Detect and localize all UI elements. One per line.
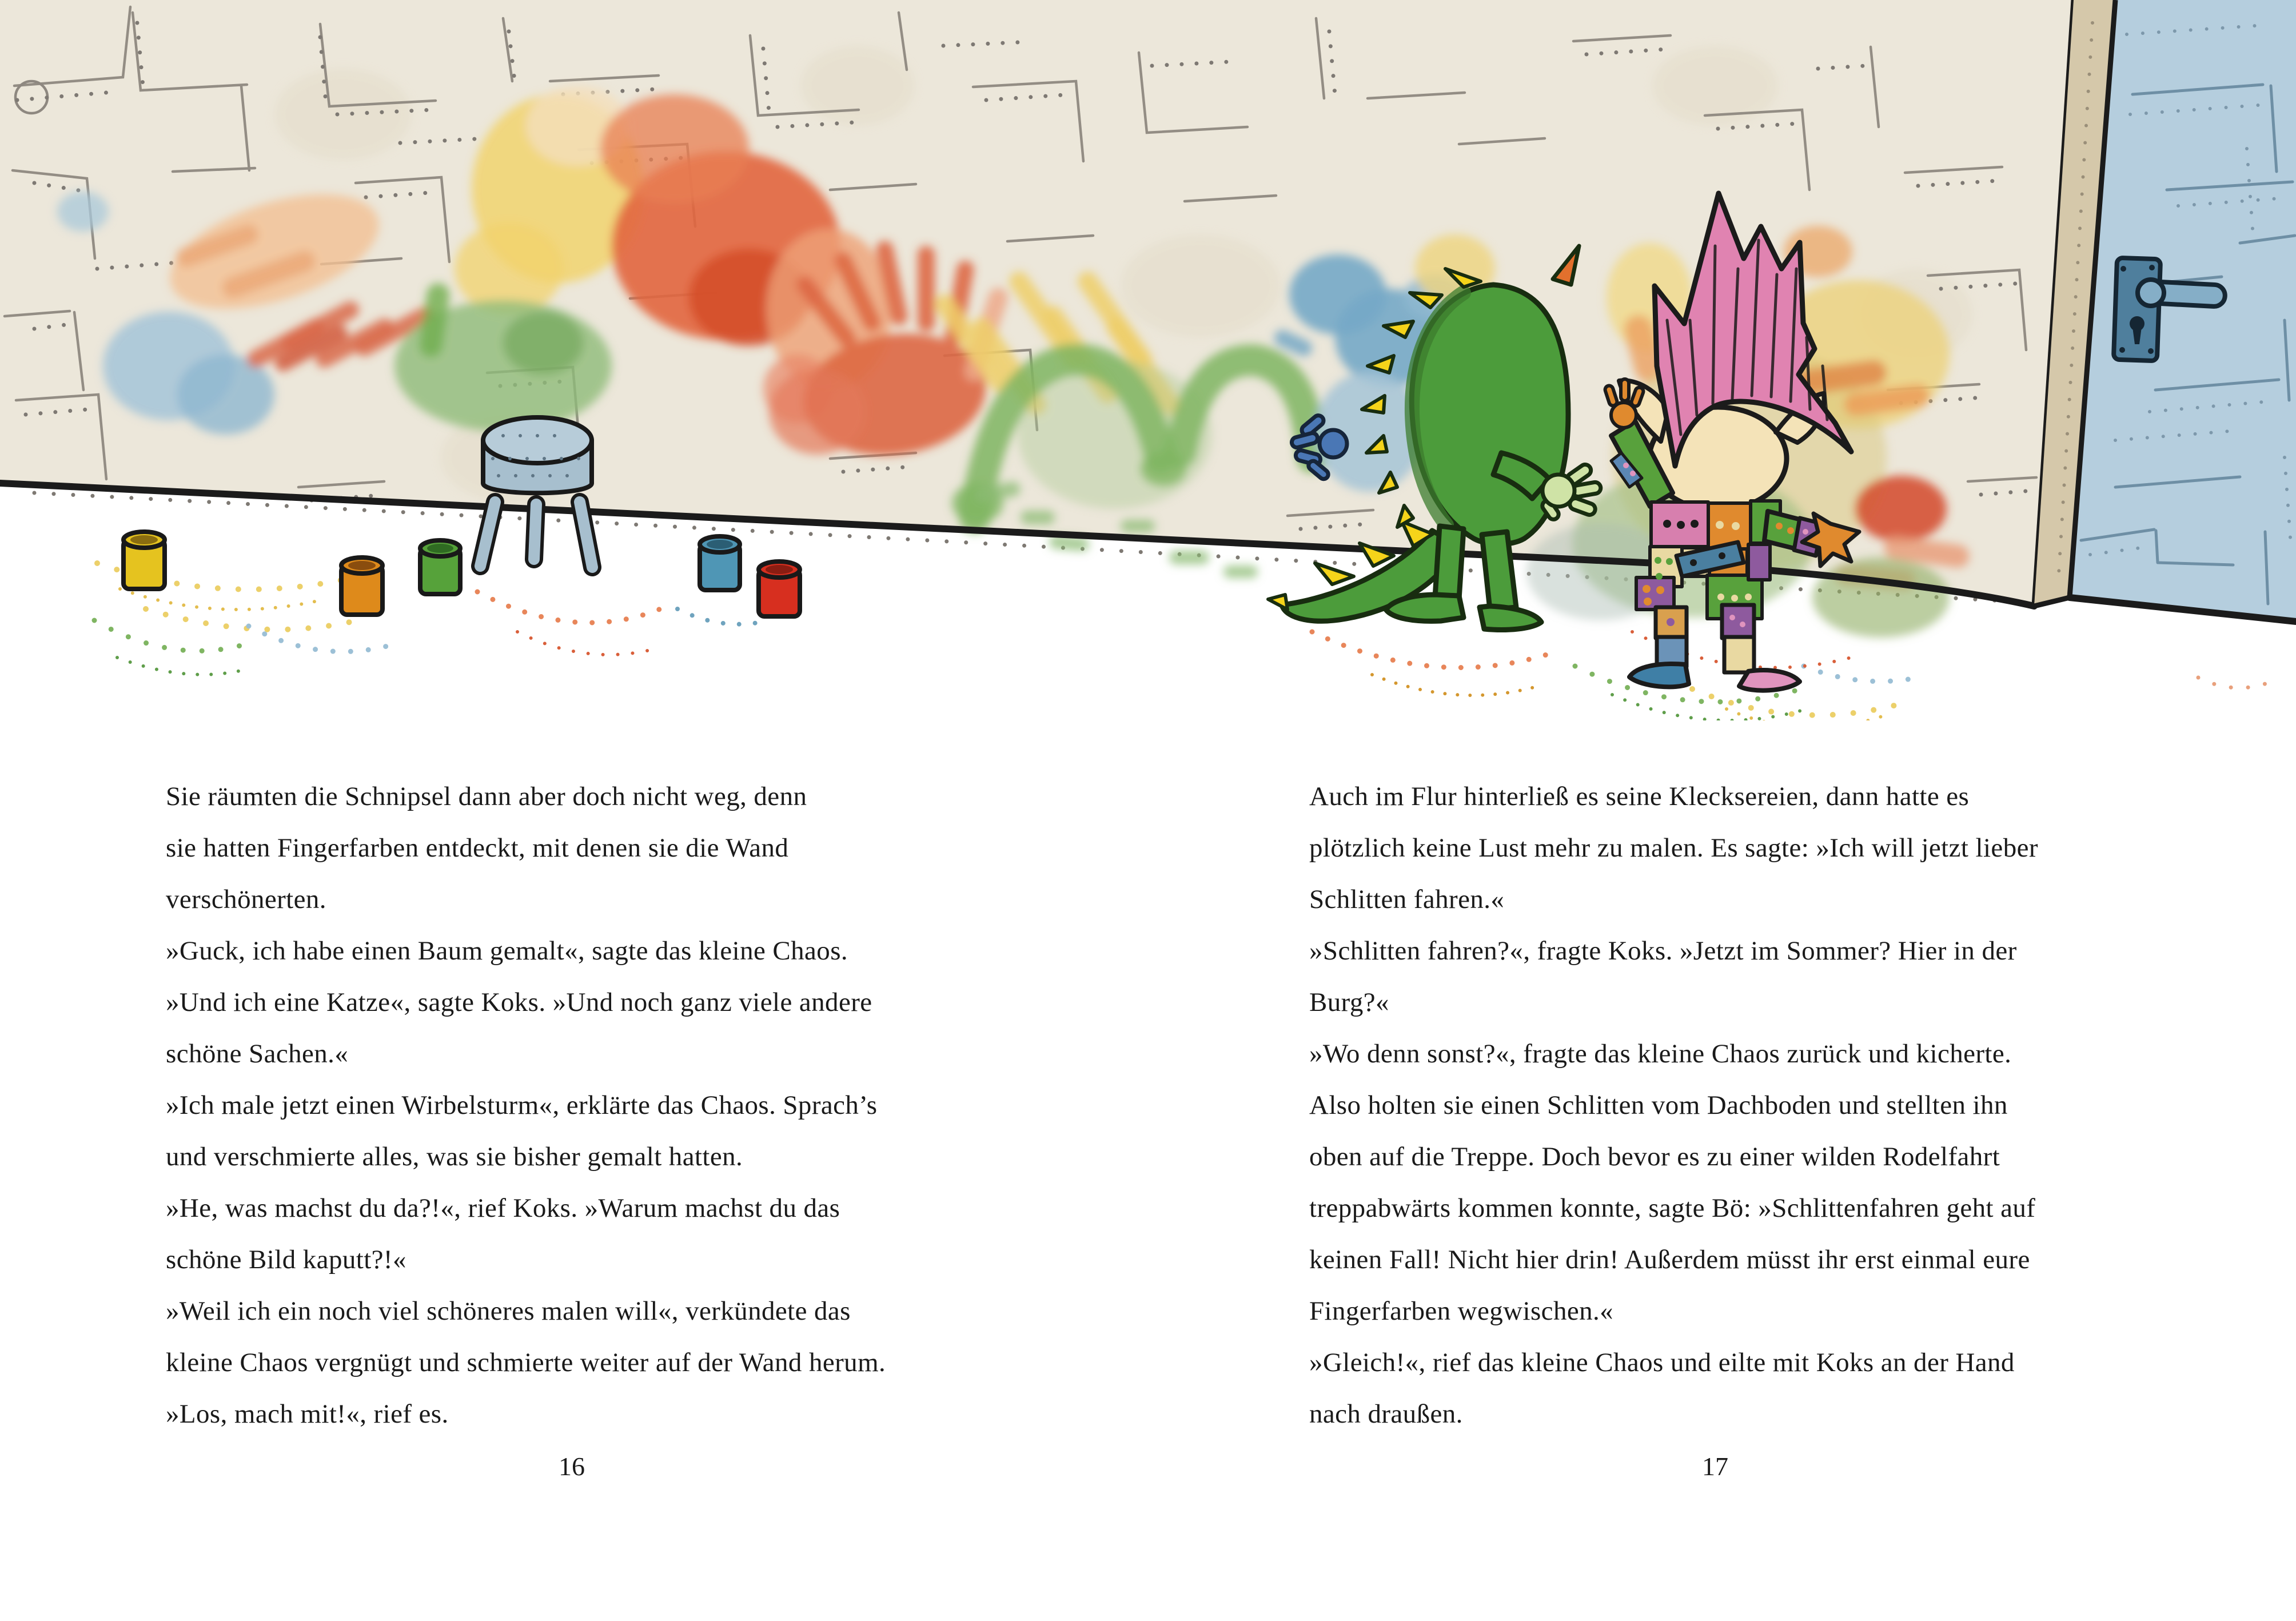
text-line: »Guck, ich habe einen Baum gemalt«, sagte das kleine Chaos.: [166, 936, 848, 966]
text-line: sie hatten Fingerfarben entdeckt, mit denen sie die Wand: [166, 833, 789, 863]
text-line: nach draußen.: [1309, 1399, 1463, 1429]
page-number-left: 16: [559, 1452, 585, 1481]
text-line: und verschmierte alles, was sie bisher gemalt hatten.: [166, 1142, 743, 1172]
troll-shoe-right: [1739, 670, 1800, 691]
text-line: schöne Sachen.«: [166, 1039, 349, 1069]
text-line: Auch im Flur hinterließ es seine Klecksereien, dann hatte es: [1309, 782, 1970, 811]
paint-pots: [123, 532, 800, 616]
text-line: »Ich male jetzt einen Wirbelsturm«, erklärte das Chaos. Sprach’s: [166, 1090, 878, 1120]
handle-plate: [2114, 258, 2161, 361]
stool: [480, 417, 592, 567]
text-line: Sie räumten die Schnipsel dann aber doch nicht weg, denn: [166, 782, 807, 811]
page-number-right: 17: [1702, 1452, 1728, 1481]
text-line: »Gleich!«, rief das kleine Chaos und eilte mit Koks an der Hand: [1309, 1348, 2015, 1377]
text-line: keinen Fall! Nicht hier drin! Außerdem müsst ihr erst einmal eure: [1309, 1245, 2030, 1275]
left-page-text: [166, 771, 1000, 1440]
text-line: Fingerfarben wegwischen.«: [1309, 1296, 1614, 1326]
text-line: Burg?«: [1309, 987, 1389, 1017]
text-line: »Schlitten fahren?«, fragte Koks. »Jetzt im Sommer? Hier in der: [1309, 936, 2017, 966]
text-line: »Los, mach mit!«, rief es.: [166, 1399, 449, 1429]
troll-shoe-left: [1629, 664, 1689, 687]
right-page-text: [1309, 771, 2144, 1440]
paint-pot-red: [759, 561, 800, 616]
text-line: »Weil ich ein noch viel schöneres malen will«, verkündete das: [166, 1296, 851, 1326]
illustration-painted-wall: [0, 0, 2296, 720]
text-line: »Wo denn sonst?«, fragte das kleine Chaos zurück und kicherte.: [1309, 1039, 2012, 1069]
stool-seat: [483, 417, 592, 463]
castle-door: [2034, 0, 2296, 622]
text-line: schöne Bild kaputt?!«: [166, 1245, 406, 1275]
text-line: Schlitten fahren.«: [1309, 885, 1505, 914]
stool-legs: [480, 502, 592, 567]
paint-pot-yellow: [123, 532, 165, 589]
text-line: plötzlich keine Lust mehr zu malen. Es sagte: »Ich will jetzt lieber: [1309, 833, 2038, 863]
text-line: Also holten sie einen Schlitten vom Dachboden und stellten ihn: [1309, 1090, 2008, 1120]
text-line: »Und ich eine Katze«, sagte Koks. »Und noch ganz viele andere: [166, 987, 872, 1017]
paint-pot-orange: [341, 557, 382, 615]
text-line: oben auf die Treppe. Doch bevor es zu einer wilden Rodelfahrt: [1309, 1142, 2000, 1172]
paint-pot-teal: [700, 536, 740, 590]
paint-pot-green: [420, 540, 460, 594]
text-line: verschönerten.: [166, 885, 326, 914]
text-line: treppabwärts kommen konnte, sagte Bö: »Schlittenfahren geht auf: [1309, 1193, 2036, 1223]
handle-hub: [2138, 280, 2164, 306]
text-line: »He, was machst du da?!«, rief Koks. »Warum machst du das: [166, 1193, 840, 1223]
text-line: kleine Chaos vergnügt und schmierte weiter auf der Wand herum.: [166, 1348, 886, 1377]
